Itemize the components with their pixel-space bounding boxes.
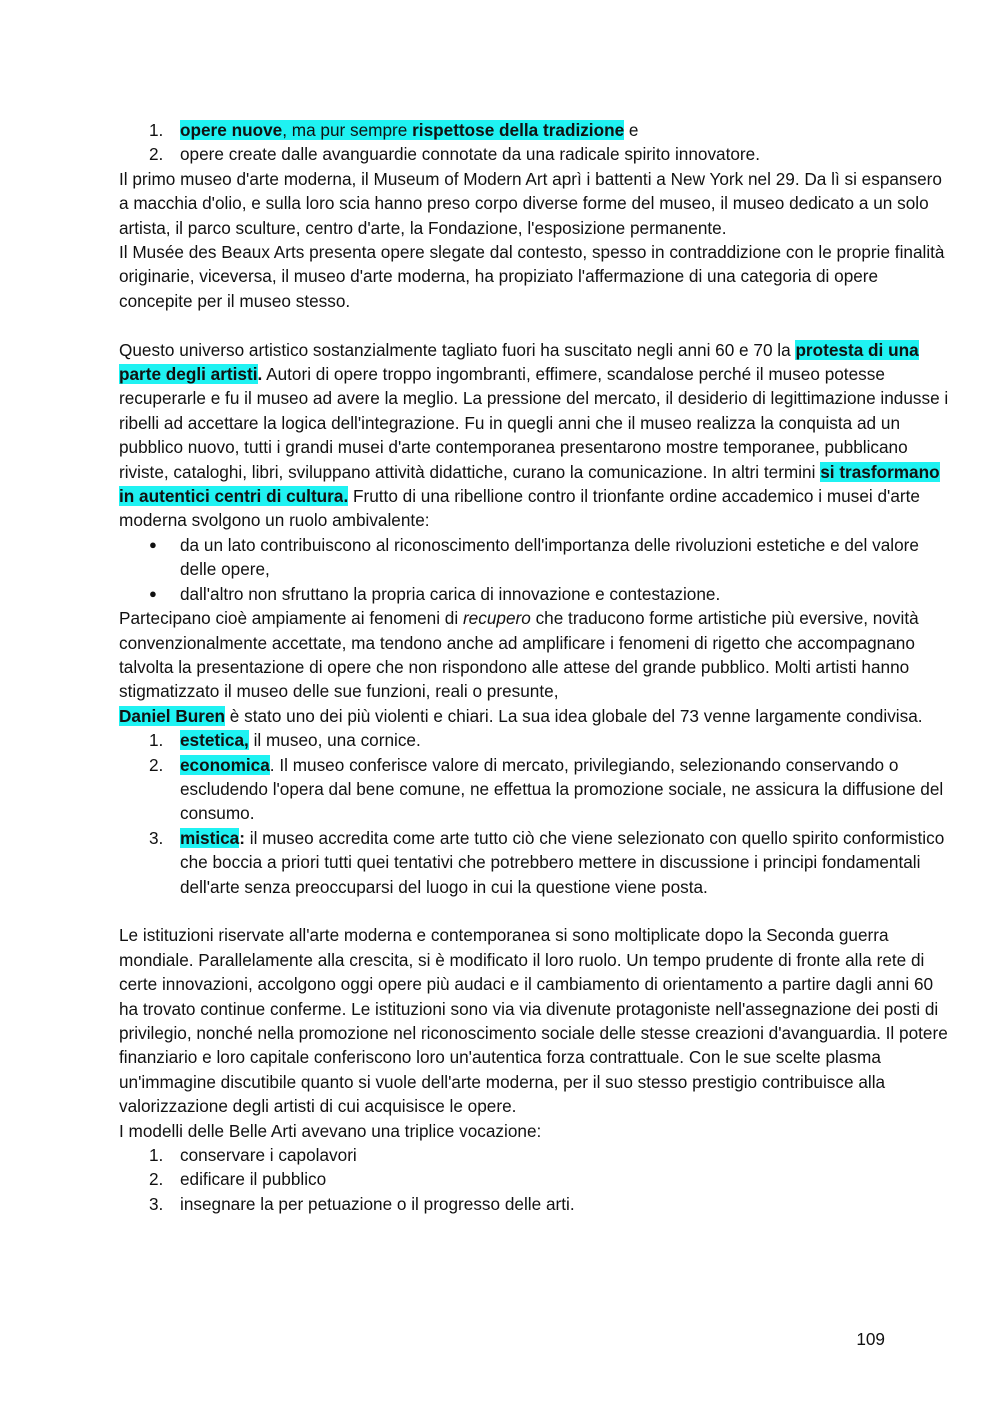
list-item <box>119 118 949 142</box>
list-text: dall'altro non sfruttano la propria carica di innovazione e contestazione. <box>180 583 721 604</box>
page-number: 109 <box>856 1329 885 1349</box>
text-span: è stato uno dei più violenti e chiari. La sua idea globale del 73 venne largamente condivisa. <box>225 705 923 726</box>
text-span: Questo universo artistico sostanzialmente tagliato fuori ha suscitato negli anni 60 e 70 la <box>119 339 796 360</box>
text-span: il museo accredita come arte tutto ciò che viene selezionato con quello spirito conformistico che boccia a priori tutti quei tentativi che potrebbero mettere in discussione i principi fondamentali dell'arte senza preoccuparsi del luogo in cui la questione viene posta. <box>180 827 945 897</box>
list-item <box>119 1143 949 1167</box>
highlighted-text: Daniel Buren <box>119 705 226 726</box>
list-number: 2. <box>149 144 164 165</box>
text-span: , ma pur sempre <box>282 120 413 140</box>
highlighted-text: economica <box>180 754 270 775</box>
highlighted-text <box>180 120 624 140</box>
paragraph-istituzioni: Le istituzioni riservate all'arte moderna e contemporanea si sono moltiplicate dopo la Seconda guerra mondiale. Parallelamente alla crescita, si è modificato il loro ruolo. Un tempo prudente di fronte alla rete di certe innovazioni, accolgono oggi opere più audaci e il cambiamento di orientamento a partire dagli anni 60 ha trovato continue conferme. Le istituzioni sono via via divenute protagoniste nell'assegnazione dei posti di privilegio, nonché nella promozione nel riconoscimento sociale delle stesse creazioni d'avanguardia. Il potere finanziario e loro capitale conferiscono loro un'autentica forza contrattuale. Con le sue scelte plasma un'immagine discutibile quanto si vuole dell'arte moderna, per il suo stesso prestigio contribuisce alla valorizzazione degli artisti di cui acquisisce le opere. <box>119 925 948 1117</box>
list-text: insegnare la per petuazione o il progresso delle arti. <box>180 1193 575 1214</box>
text-span: e <box>624 120 639 140</box>
list-text: conservare i capolavori <box>180 1145 357 1166</box>
list-number: 3. <box>149 827 164 848</box>
highlighted-text: protesta di una parte degli artisti <box>119 339 919 385</box>
bold-term: opere nuove <box>180 120 283 140</box>
paragraph-belle-arti: I modelli delle Belle Arti avevano una triplice vocazione: <box>119 1120 542 1141</box>
text-span: che traducono forme artistiche più eversive, novità convenzionalmente accettate, ma tendono anche ad amplificare i fenomeni di rigetto che accompagnano talvolta la presentazione di opere che non rispondono alle attese del grande pubblico. Molti artisti hanno stigmatizzato il museo delle sue funzioni, reali o presunte, <box>119 608 919 702</box>
list-item <box>119 582 949 606</box>
bold-term: rispettose della tradizione <box>412 120 625 140</box>
list-item <box>119 1192 949 1216</box>
bold-punctuation: . <box>257 364 263 385</box>
list-item <box>119 826 949 899</box>
text-span: Partecipano cioè ampiamente ai fenomeni di <box>119 608 463 629</box>
list-text: edificare il pubblico <box>180 1169 327 1190</box>
list-text: da un lato contribuiscono al riconoscimento dell'importanza delle rivoluzioni estetiche e del valore delle opere, <box>180 534 919 580</box>
text-span: . Il museo conferisce valore di mercato, privilegiando, selezionando conservando o escludendo l'opera dal bene comune, ne effettua la promozione sociale, ne assicura la diffusione del consumo. <box>180 754 944 824</box>
document-page <box>119 118 949 1216</box>
text-span: Autori di opere troppo ingombranti, effimere, scandalose perché il museo potesse recuperarle e fu il museo ad avere la meglio. La pressione del mercato, il desiderio di legittimazione indusse i ribelli ad accettare la logica dell'integrazione. Fu in quegli anni che il museo realizza la conquista ad un pubblico nuovo, tutti i grandi musei d'arte contemporanea presentarono mostre temporanee, pubblicano riviste, cataloghi, libri, sviluppano attività didattiche, curano la comunicazione. In altri termini <box>119 364 949 482</box>
bold-punctuation: : <box>239 827 245 848</box>
highlighted-text: mistica <box>180 827 240 848</box>
list-number: 2. <box>149 1169 164 1190</box>
bullet-icon: ● <box>149 536 157 552</box>
list-number: 1. <box>149 730 164 751</box>
text-span: Frutto di una ribellione contro il trionfante ordine accademico i musei d'arte moderna svolgono un ruolo ambivalente: <box>119 486 920 531</box>
italic-term: recupero <box>462 608 531 629</box>
list-number: 1. <box>149 120 164 140</box>
paragraph-moma: Il primo museo d'arte moderna, il Museum of Modern Art aprì i battenti a New York nel 29. Da lì si espansero a macchia d'olio, e sulla loro scia hanno preso corpo diverse forme del museo, il museo dedicato a un solo artista, il parco sculture, centro d'arte, la Fondazione, l'esposizione permanente. <box>119 168 942 238</box>
highlighted-text: estetica, <box>180 730 249 751</box>
paragraph-beaux-arts: Il Musée des Beaux Arts presenta opere slegate dal contesto, spesso in contraddizione con le proprie finalità originarie, viceversa, il museo d'arte moderna, ha propiziato l'affermazione di una categoria di opere concepite per il museo stesso. <box>119 242 945 311</box>
list-item <box>119 142 949 166</box>
list-number: 3. <box>149 1193 164 1214</box>
numbered-list-funzioni <box>119 728 949 899</box>
list-number: 1. <box>149 1145 164 1166</box>
paragraph-recupero <box>119 606 949 728</box>
list-item <box>119 753 949 826</box>
bullet-list <box>119 533 949 606</box>
paragraph-gap <box>119 313 949 337</box>
list-text: opere create dalle avanguardie connotate da una radicale spirito innovatore. <box>180 144 760 165</box>
text-span: il museo, una cornice. <box>248 730 421 751</box>
list-item <box>119 728 949 752</box>
paragraph-gap <box>119 899 949 923</box>
numbered-list-vocazione <box>119 1143 949 1216</box>
highlighted-text: . <box>343 486 349 507</box>
bullet-icon: ● <box>149 585 157 601</box>
paragraph-protesta <box>119 338 949 533</box>
highlighted-text: si trasformano in autentici centri di cultura <box>119 461 940 507</box>
list-item <box>119 533 949 582</box>
numbered-list-opere <box>119 118 949 167</box>
list-number: 2. <box>149 754 164 775</box>
list-item <box>119 1167 949 1191</box>
